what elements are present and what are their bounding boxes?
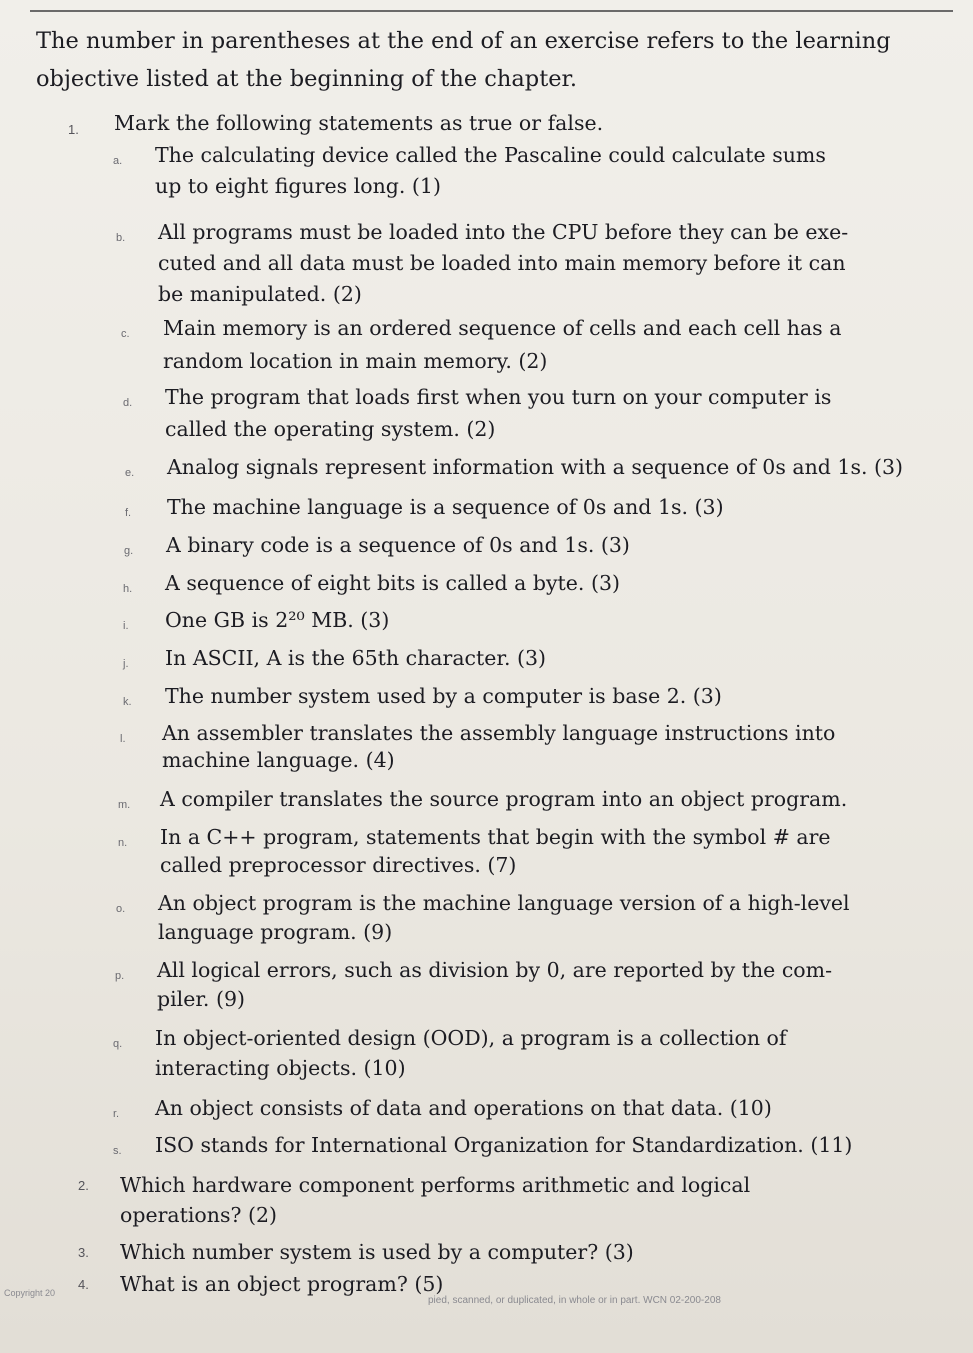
item-text-line: called preprocessor directives. (7)	[160, 853, 517, 877]
item-letter: a.	[113, 155, 123, 167]
item-letter: f.	[125, 507, 132, 519]
item-letter: b.	[116, 232, 126, 244]
question-prompt: Mark the following statements as true or false.	[114, 111, 604, 135]
question-number: 4.	[78, 1277, 89, 1292]
item-text-line: called the operating system. (2)	[165, 417, 496, 441]
item-text-line: The machine language is a sequence of 0s and 1s. (3)	[167, 495, 724, 519]
item-text-line: Main memory is an ordered sequence of cells and each cell has a	[163, 316, 842, 340]
item-letter: j.	[123, 658, 129, 670]
item-text-line: language program. (9)	[158, 920, 393, 944]
item-text-line: An object consists of data and operations on that data. (10)	[155, 1096, 772, 1120]
question-text-line: Which hardware component performs arithmetic and logical	[120, 1173, 751, 1197]
item-letter: p.	[115, 970, 125, 982]
item-letter: k.	[123, 696, 132, 708]
question-number: 2.	[78, 1178, 89, 1193]
top-rule	[30, 10, 953, 12]
item-text-line: In ASCII, A is the 65th character. (3)	[165, 646, 547, 670]
item-text-line: be manipulated. (2)	[158, 282, 362, 306]
copyright-left: Copyright 20	[4, 1288, 56, 1298]
question-text-line: Which number system is used by a computer? (3)	[120, 1240, 634, 1264]
item-text-line: random location in main memory. (2)	[163, 349, 548, 373]
item-text-line: up to eight figures long. (1)	[155, 174, 441, 198]
page-footer	[0, 1284, 973, 1314]
item-text-line: All programs must be loaded into the CPU before they can be exe-	[158, 220, 849, 244]
item-text-line: cuted and all data must be loaded into main memory before it can	[158, 251, 846, 275]
item-letter: s.	[113, 1145, 122, 1157]
item-letter: o.	[116, 903, 126, 915]
item-letter: l.	[120, 733, 126, 745]
item-text-line: A compiler translates the source program into an object program.	[160, 787, 848, 811]
item-text-line: An object program is the machine language version of a high-level	[158, 891, 850, 915]
item-text-line: A binary code is a sequence of 0s and 1s. (3)	[166, 533, 630, 557]
item-text-line: interacting objects. (10)	[155, 1056, 406, 1080]
item-text-line: The program that loads first when you turn on your computer is	[165, 385, 832, 409]
item-text-line: The calculating device called the Pascaline could calculate sums	[155, 143, 826, 167]
item-text-line: In a C++ program, statements that begin with the symbol # are	[160, 825, 831, 849]
item-letter: q.	[113, 1038, 123, 1050]
item-letter: g.	[124, 545, 134, 557]
question-text-line: operations? (2)	[120, 1203, 278, 1227]
item-text-line: All logical errors, such as division by 0, are reported by the com-	[157, 958, 833, 982]
item-text-line: One GB is 2²⁰ MB. (3)	[165, 608, 390, 632]
item-text-line: piler. (9)	[157, 987, 245, 1011]
item-letter: h.	[123, 583, 133, 595]
item-text-line: Analog signals represent information with a sequence of 0s and 1s. (3)	[167, 455, 904, 479]
item-text-line: A sequence of eight bits is called a byte. (3)	[165, 571, 620, 595]
item-letter: d.	[123, 397, 133, 409]
item-letter: n.	[118, 837, 128, 849]
item-letter: m.	[118, 799, 131, 811]
item-letter: e.	[125, 467, 135, 479]
item-letter: r.	[113, 1108, 120, 1120]
question-number: 3.	[78, 1245, 89, 1260]
item-letter: i.	[123, 620, 129, 632]
question-text-line: What is an object program? (5)	[120, 1272, 444, 1296]
question-number: 1.	[68, 122, 79, 137]
item-text-line: machine language. (4)	[162, 748, 395, 772]
copyright-right: pied, scanned, or duplicated, in whole or in part. WCN 02-200-208	[428, 1295, 721, 1306]
intro-paragraph: The number in parentheses at the end of an exercise refers to the learning objective listed at the beginning of the chapter.	[36, 28, 891, 92]
item-text-line: An assembler translates the assembly language instructions into	[162, 721, 836, 745]
item-text-line: In object-oriented design (OOD), a program is a collection of	[155, 1026, 787, 1050]
item-text-line: The number system used by a computer is base 2. (3)	[165, 684, 722, 708]
item-letter: c.	[121, 328, 130, 340]
item-text-line: ISO stands for International Organization for Standardization. (11)	[155, 1133, 853, 1157]
